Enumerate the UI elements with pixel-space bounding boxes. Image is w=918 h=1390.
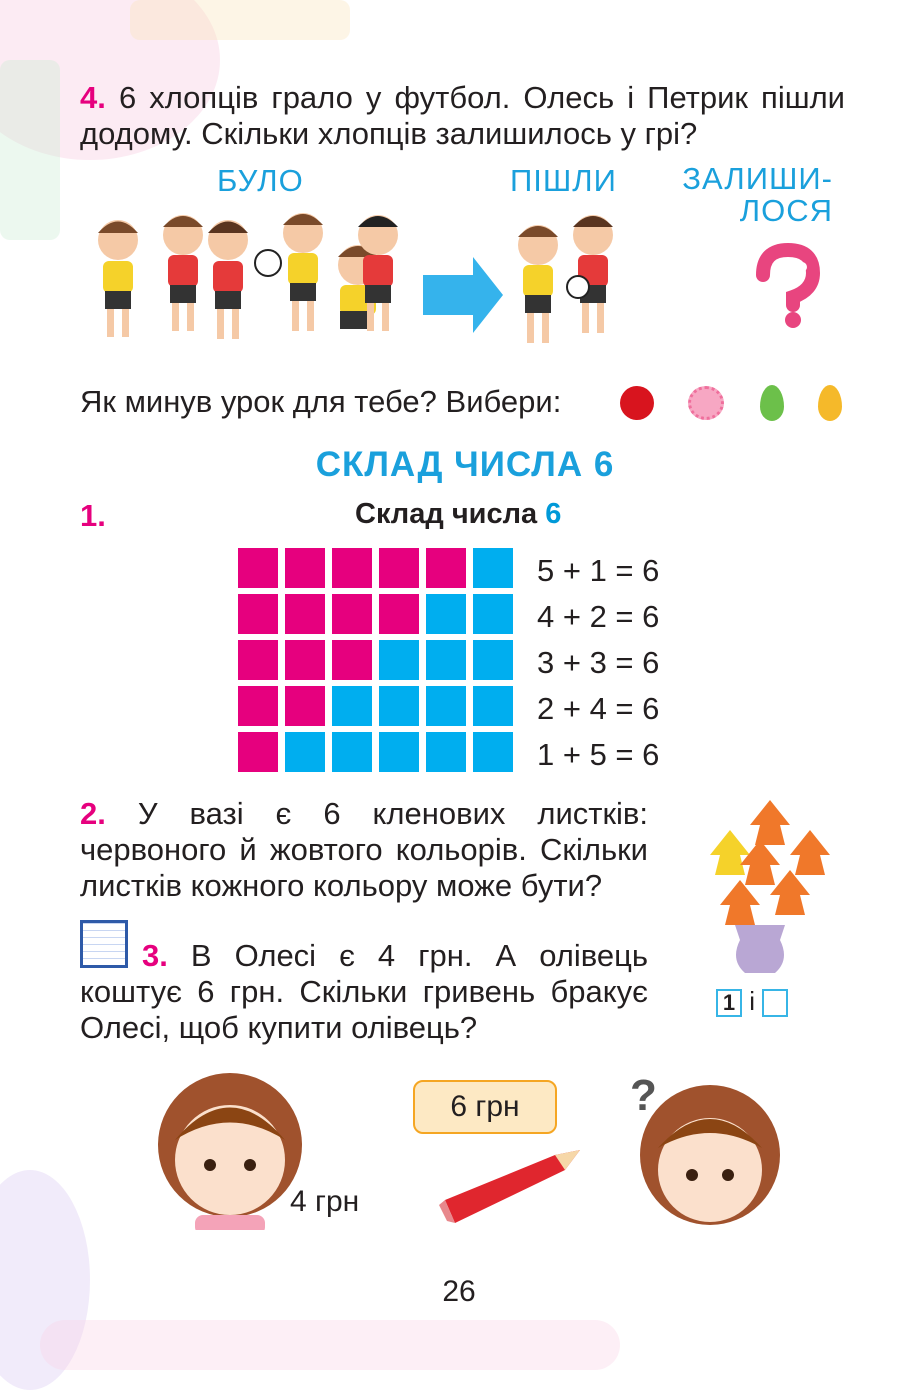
task3-number: 3.	[142, 938, 168, 973]
page-number: 26	[442, 1275, 476, 1308]
blue-square	[426, 594, 466, 634]
price-tag: 6 грн	[413, 1080, 557, 1134]
label-remain: ЗАЛИШИ- ЛОСЯ	[682, 161, 833, 228]
maple-leaves	[710, 800, 830, 925]
blue-square	[473, 548, 513, 588]
answer-conjunction: і	[749, 986, 756, 1016]
blue-square	[379, 732, 419, 772]
pink-square	[379, 594, 419, 634]
question-mark-icon	[763, 250, 813, 328]
pink-square	[285, 640, 325, 680]
blue-square	[379, 686, 419, 726]
pink-square	[238, 732, 278, 772]
pencil-illustration	[435, 1145, 585, 1230]
label-left: ПІШЛИ	[510, 163, 617, 198]
equation: 3 + 3 = 6	[537, 645, 660, 680]
blue-square	[473, 686, 513, 726]
boy-left-2	[573, 215, 613, 333]
reflection-text: Як минув урок для тебе? Вибери:	[80, 384, 562, 419]
boy-1	[98, 220, 138, 337]
decor-top-left-2	[0, 60, 60, 240]
task2-block	[80, 796, 648, 904]
blue-square	[379, 640, 419, 680]
pink-square	[285, 548, 325, 588]
pink-square	[379, 548, 419, 588]
boy-2	[163, 215, 203, 331]
yellow-leaf-icon[interactable]	[818, 385, 842, 421]
apple-icon[interactable]	[620, 386, 654, 420]
task1-number: 1.	[80, 498, 106, 533]
pink-square	[238, 594, 278, 634]
blue-square	[473, 594, 513, 634]
football-2	[567, 276, 589, 298]
grid-row	[238, 732, 520, 772]
decor-top-right-band	[130, 0, 350, 40]
equation: 4 + 2 = 6	[537, 599, 660, 634]
pink-square	[285, 594, 325, 634]
task3-block	[80, 938, 648, 1046]
task2-answer	[716, 986, 788, 1017]
pink-square	[332, 640, 372, 680]
pink-square	[238, 686, 278, 726]
boys-illustration	[78, 205, 848, 365]
task4-text: 4. 6 хлопців грало у футбол. Олесь і Петрик пішли додому. Скільки хлопців залишилось у грі?	[80, 80, 845, 151]
equation: 1 + 5 = 6	[537, 737, 660, 772]
answer-box-empty[interactable]	[762, 989, 788, 1017]
vase-of-leaves-illustration	[680, 795, 840, 980]
flower-icon[interactable]	[688, 386, 724, 420]
pink-square	[332, 548, 372, 588]
football	[255, 250, 281, 276]
task2-number: 2.	[80, 796, 106, 831]
blue-square	[426, 686, 466, 726]
girl-with-money-illustration	[150, 1065, 310, 1230]
task3-text: 3. В Олесі є 4 грн. А олівець коштує 6 грн. Скільки гривень бракує Олесі, щоб купити олівець?	[80, 938, 648, 1045]
answer-box-filled: 1	[716, 989, 742, 1017]
boy-3	[208, 220, 248, 339]
blue-square	[332, 686, 372, 726]
pink-square	[426, 548, 466, 588]
pink-square	[238, 548, 278, 588]
equation: 2 + 4 = 6	[537, 691, 660, 726]
boy-left-1	[518, 225, 558, 343]
composition-grid	[238, 548, 520, 778]
equation: 5 + 1 = 6	[537, 553, 660, 588]
blue-square	[426, 732, 466, 772]
pink-square	[332, 594, 372, 634]
vase	[735, 925, 785, 973]
grid-row	[238, 640, 520, 680]
green-leaf-icon[interactable]	[760, 385, 784, 421]
pink-square	[285, 686, 325, 726]
pink-square	[238, 640, 278, 680]
svg-text:?: ?	[630, 1071, 657, 1120]
grid-row	[238, 548, 520, 588]
label-was: БУЛО	[217, 163, 304, 198]
grid-row	[238, 686, 520, 726]
task4-number: 4.	[80, 80, 106, 115]
girl-money-label: 4 грн	[290, 1185, 360, 1218]
blue-square	[426, 640, 466, 680]
arrow-icon	[423, 257, 503, 333]
grid-row	[238, 594, 520, 634]
boy-4	[283, 213, 323, 331]
blue-square	[473, 732, 513, 772]
task4-block	[80, 80, 845, 152]
girl-thinking-illustration	[610, 1070, 790, 1235]
blue-square	[332, 732, 372, 772]
task1-heading: Склад числа 6	[355, 498, 562, 530]
blue-square	[473, 640, 513, 680]
blue-square	[285, 732, 325, 772]
task2-text: 2. У вазі є 6 кленових листків: червоного й жовтого кольорів. Скільки листків кожного кольору може бути?	[80, 796, 648, 903]
equations-list	[537, 548, 659, 778]
reflection-row	[80, 382, 561, 422]
lesson-title: СКЛАД ЧИСЛА 6	[315, 445, 615, 484]
decor-bottom-strip	[40, 1320, 620, 1370]
